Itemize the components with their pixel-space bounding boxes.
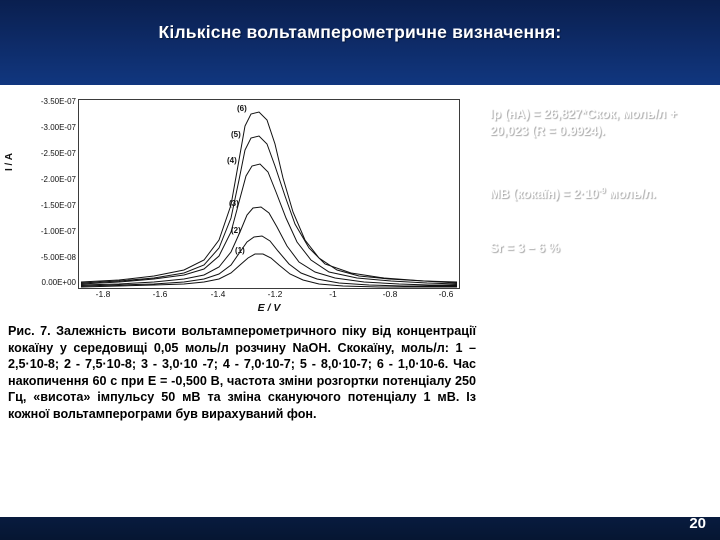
x-tick: -1.4 — [210, 289, 226, 299]
x-tick: -1.8 — [95, 289, 111, 299]
chart-curves — [79, 100, 459, 288]
x-tick: -1.6 — [152, 289, 168, 299]
annotation-detection-limit-prefix: МВ (кокаїн) = 2·10 — [490, 187, 599, 202]
y-tick: 0.00E+00 — [41, 278, 76, 287]
x-tick: -1.2 — [267, 289, 283, 299]
y-tick: -1.00E-07 — [40, 227, 76, 236]
y-tick: -5.00E-08 — [40, 253, 76, 262]
annotation-detection-limit — [490, 186, 712, 203]
curve-label-5: (5) — [231, 130, 241, 139]
x-tick: -1 — [329, 289, 337, 299]
slide-page-number: 20 — [689, 515, 706, 532]
annotation-detection-limit-suffix: моль/л. — [605, 187, 657, 202]
x-tick: -0.6 — [438, 289, 454, 299]
figure-caption — [8, 323, 476, 423]
x-tick: -0.8 — [382, 289, 398, 299]
chart-x-tick-labels — [78, 289, 460, 303]
curve-label-3: (3) — [229, 199, 239, 208]
voltammogram-chart — [4, 93, 478, 318]
y-tick: -1.50E-07 — [40, 201, 76, 210]
y-tick: -3.00E-07 — [40, 123, 76, 132]
chart-y-tick-labels — [8, 93, 78, 288]
page-title: Кількісне вольтамперометричне визначення: — [158, 22, 562, 42]
annotation-regression: Ip (нА) = 26,827*Скок, моль/л + 20,023 (R = 0.9924). — [490, 107, 677, 138]
y-tick: -3.50E-07 — [40, 97, 76, 106]
y-tick: -2.50E-07 — [40, 149, 76, 158]
chart-y-axis-label: I / A — [4, 153, 15, 171]
figure-caption-text: Рис. 7. Залежність висоти вольтамперометричного піку від концентрації кокаїну у середовищі 0,05 моль/л розчину NaOH. Скокаїну, моль/л: 1 – 2,5·10-8; 2 - 7,5·10-8; 3 - 3,0·10 -7; 4 - 7,0·10-7; 5 - 8,0·10-7; 6 - 1,0·10-6. Час накопичення 60 с при Е = -0,500 В, частота зміни розгортки потенціалу 250 Гц, «висота» імпульсу 50 мВ та зміна скануючого потенціалу 1 мВ. Із кожної вольтамперограми був вирахуваний фон. — [8, 324, 476, 422]
chart-plot-area — [78, 99, 460, 289]
curve-label-6: (6) — [237, 104, 247, 113]
curve-label-4: (4) — [227, 156, 237, 165]
y-tick: -2.00E-07 — [40, 175, 76, 184]
annotation-sr: Sr = 3 – 6 % — [490, 241, 560, 255]
curve-label-1: (1) — [235, 246, 245, 255]
content-panel — [0, 85, 720, 517]
chart-x-axis-label: E / V — [257, 302, 281, 314]
curve-label-2: (2) — [231, 226, 241, 235]
annotation-detection-limit-exponent: -9 — [598, 186, 606, 195]
